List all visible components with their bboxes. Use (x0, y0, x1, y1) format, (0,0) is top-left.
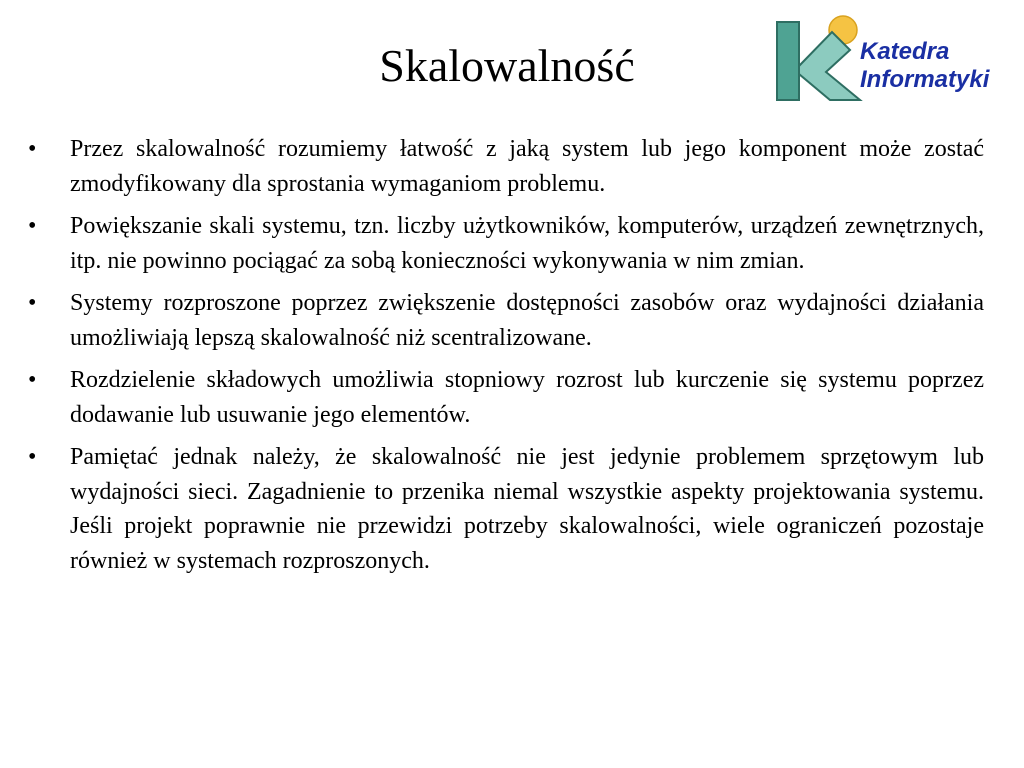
bullet-item (28, 209, 984, 278)
bullet-marker: • (28, 136, 37, 162)
bullet-marker: • (28, 213, 37, 239)
bullet-item (28, 286, 984, 355)
logo-k-mark-icon (774, 14, 864, 106)
bullet-list (28, 132, 984, 586)
bullet-marker: • (28, 367, 37, 393)
logo-line-1: Katedra (860, 38, 950, 65)
katedra-informatyki-logo (774, 14, 1010, 106)
bullet-text: Powiększanie skali systemu, tzn. liczby użytkowników, komputerów, urządzeń zewnętrznych, itp. nie powinno pociągać za sobą konieczności wykonywania w nim zmian. (70, 213, 984, 274)
bullet-item (28, 363, 984, 432)
bullet-text: Pamiętać jednak należy, że skalowalność nie jest jedynie problemem sprzętowym lub wydajności sieci. Zagadnienie to przenika niemal wszystkie aspekty projektowania systemu. Jeśli projekt poprawnie nie przewidzi potrzeby skalowalności, wiele ograniczeń pozostaje również w systemach rozproszonych. (70, 444, 984, 574)
bullet-item (28, 132, 984, 201)
logo-text (860, 38, 989, 94)
bullet-text: Przez skalowalność rozumiemy łatwość z jaką system lub jego komponent może zostać zmodyfikowany dla sprostania wymaganiom problemu. (70, 136, 984, 197)
slide-title: Skalowalność (379, 40, 635, 91)
bullet-item (28, 440, 984, 578)
bullet-marker: • (28, 290, 37, 316)
bullet-text: Rozdzielenie składowych umożliwia stopniowy rozrost lub kurczenie się systemu poprzez dodawanie lub usuwanie jego elementów. (70, 367, 984, 428)
bullet-text: Systemy rozproszone poprzez zwiększenie dostępności zasobów oraz wydajności działania umożliwiają lepszą skalowalność niż scentralizowane. (70, 290, 984, 351)
logo-line-2: Informatyki (860, 66, 990, 93)
bullet-marker: • (28, 444, 37, 470)
